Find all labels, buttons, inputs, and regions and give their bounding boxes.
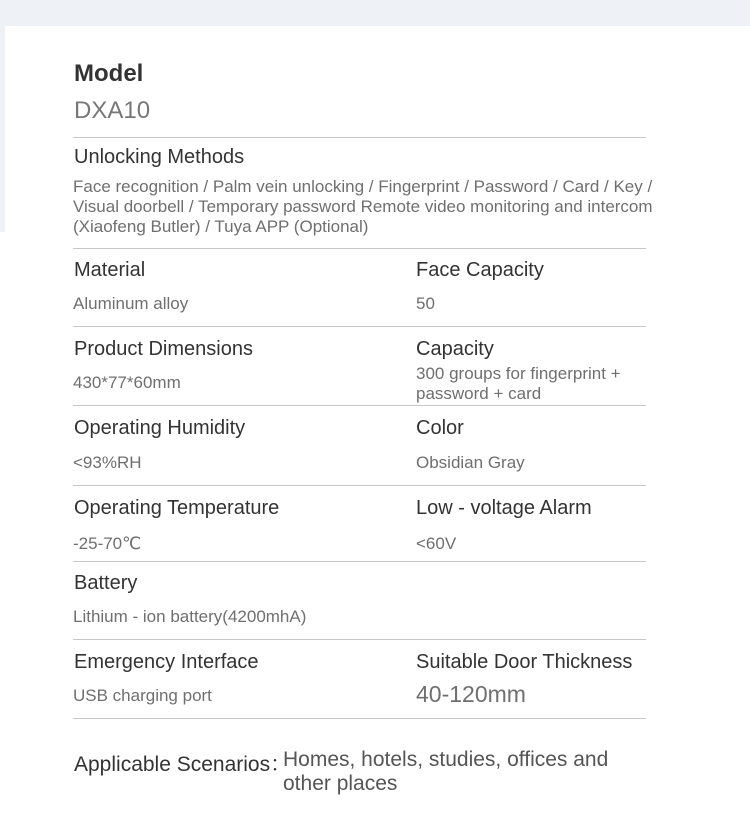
applicable-scenarios-value: Homes, hotels, studies, offices and other places — [283, 748, 609, 795]
product-dimensions-value: 430*77*60mm — [73, 373, 181, 392]
divider — [73, 718, 646, 719]
operating-humidity-value: <93%RH — [73, 453, 142, 472]
divider — [73, 405, 646, 406]
face-capacity-label: Face Capacity — [416, 259, 544, 281]
divider — [73, 248, 646, 249]
unlocking-methods-value: Face recognition / Palm vein unlocking / Fingerprint / Password / Card / Key / Visual doorbell / Temporary password Remote video monitoring and intercom (Xiaofeng Butler) / Tuya APP (Optional) — [73, 177, 653, 236]
battery-value: Lithium - ion battery(4200mhA) — [73, 607, 307, 626]
door-thickness-value: 40-120mm — [416, 681, 526, 707]
color-value: Obsidian Gray — [416, 453, 525, 472]
divider — [73, 326, 646, 327]
divider — [73, 639, 646, 640]
left-accent-strip — [0, 26, 5, 232]
emergency-interface-value: USB charging port — [73, 686, 212, 705]
applicable-scenarios-label: Applicable Scenarios： — [74, 753, 292, 776]
divider — [73, 137, 646, 138]
operating-temperature-label: Operating Temperature — [74, 497, 280, 519]
operating-temperature-value: -25-70℃ — [73, 534, 142, 553]
color-label: Color — [416, 417, 464, 439]
divider — [73, 485, 646, 486]
top-band — [0, 0, 750, 26]
face-capacity-value: 50 — [416, 294, 435, 313]
model-label: Model — [74, 60, 144, 87]
product-dimensions-label: Product Dimensions — [74, 338, 253, 360]
divider — [73, 561, 646, 562]
capacity-label: Capacity — [416, 338, 494, 360]
low-voltage-alarm-value: <60V — [416, 534, 457, 553]
battery-label: Battery — [74, 572, 138, 594]
low-voltage-alarm-label: Low - voltage Alarm — [416, 497, 592, 519]
emergency-interface-label: Emergency Interface — [74, 651, 259, 673]
operating-humidity-label: Operating Humidity — [74, 417, 246, 439]
material-value: Aluminum alloy — [73, 294, 189, 313]
door-thickness-label: Suitable Door Thickness — [416, 651, 633, 673]
material-label: Material — [74, 259, 146, 281]
unlocking-methods-label: Unlocking Methods — [74, 146, 245, 168]
capacity-value: 300 groups for fingerprint + password + card — [416, 364, 621, 403]
model-value: DXA10 — [74, 97, 151, 124]
